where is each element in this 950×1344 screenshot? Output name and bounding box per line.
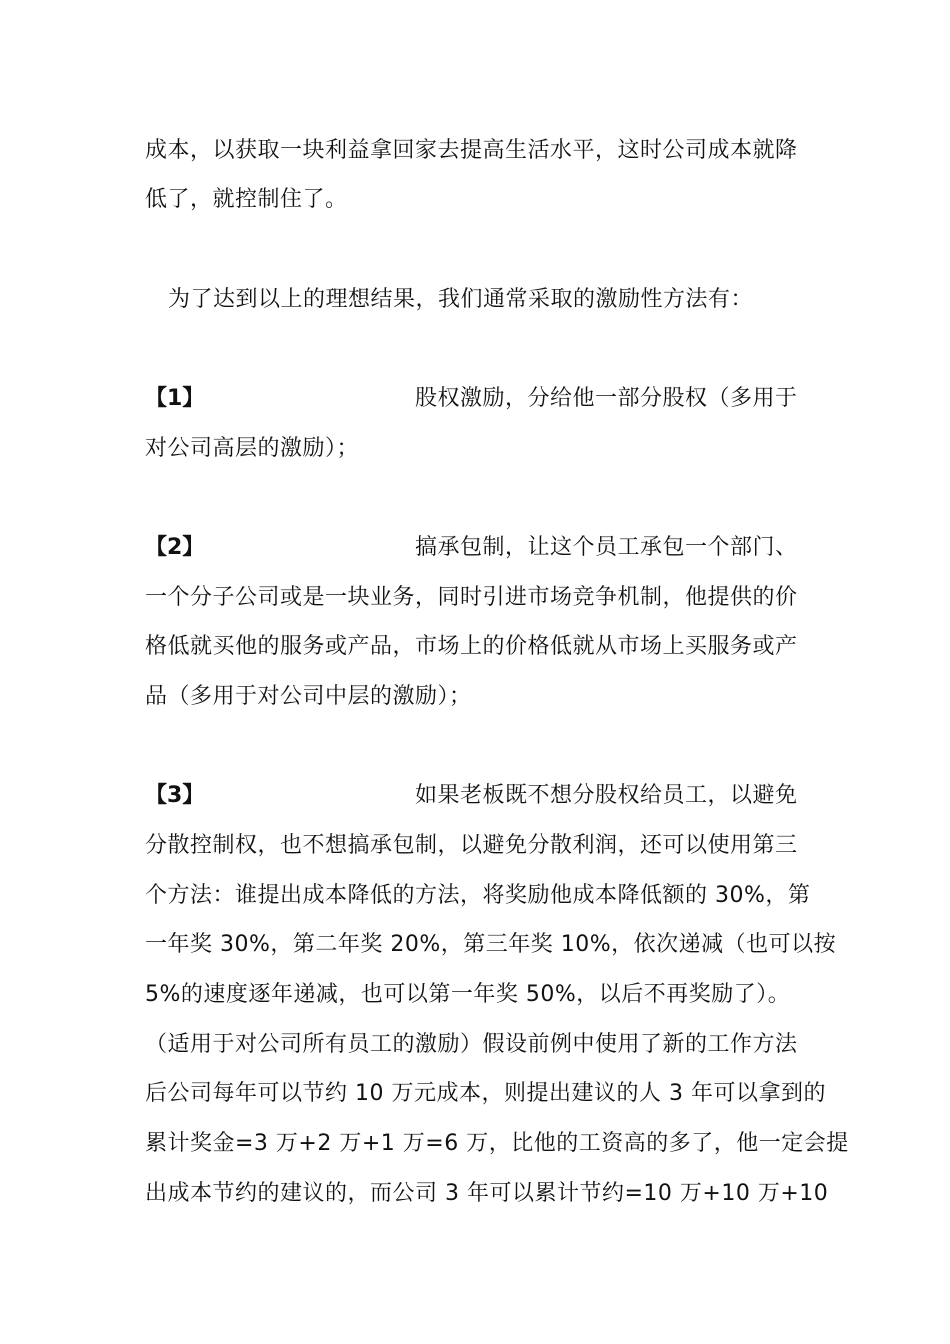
- list-item-3-line: 出成本节约的建议的，而公司 3 年可以累计节约=10 万+10 万+10: [145, 1181, 829, 1206]
- list-marker-1: 【1】: [145, 386, 205, 411]
- list-item-2-line: 品（多用于对公司中层的激励）；: [145, 684, 472, 709]
- list-item-3-line: 累计奖金=3 万+2 万+1 万=6 万，比他的工资高的多了，他一定会提: [145, 1131, 849, 1156]
- list-item-2-line: 一个分子公司或是一块业务，同时引进市场竞争机制，他提供的价: [145, 585, 798, 610]
- list-item-3-line: （适用于对公司所有员工的激励）假设前例中使用了新的工作方法: [145, 1032, 798, 1057]
- list-item-2-text: 搞承包制，让这个员工承包一个部门、: [415, 535, 798, 560]
- list-marker-3: 【3】: [145, 783, 205, 808]
- intro-paragraph: 为了达到以上的理想结果，我们通常采取的激励性方法有：: [168, 287, 754, 312]
- list-item-3-line: 一年奖 30%，第二年奖 20%，第三年奖 10%，依次递减（也可以按: [145, 932, 837, 957]
- list-item-3-line: 5%的速度逐年递减，也可以第一年奖 50%，以后不再奖励了）。: [145, 982, 791, 1007]
- list-item-1-line: 对公司高层的激励）；: [145, 436, 360, 461]
- list-item-1-text: 股权激励，分给他一部分股权（多用于: [415, 386, 798, 411]
- list-item-2-line: 格低就买他的服务或产品，市场上的价格低就从市场上买服务或产: [145, 634, 798, 659]
- paragraph-line: 成本，以获取一块利益拿回家去提高生活水平，这时公司成本就降: [145, 138, 798, 163]
- list-item-3-line: 个方法：谁提出成本降低的方法，将奖励他成本降低额的 30%，第: [145, 883, 811, 908]
- paragraph-line: 低了，就控制住了。: [145, 187, 348, 212]
- list-item-3-line: 分散控制权，也不想搞承包制，以避免分散利润，还可以使用第三: [145, 833, 798, 858]
- list-item-3-text: 如果老板既不想分股权给员工，以避免: [415, 783, 798, 808]
- list-marker-2: 【2】: [145, 535, 205, 560]
- list-item-3-line: 后公司每年可以节约 10 万元成本，则提出建议的人 3 年可以拿到的: [145, 1081, 826, 1106]
